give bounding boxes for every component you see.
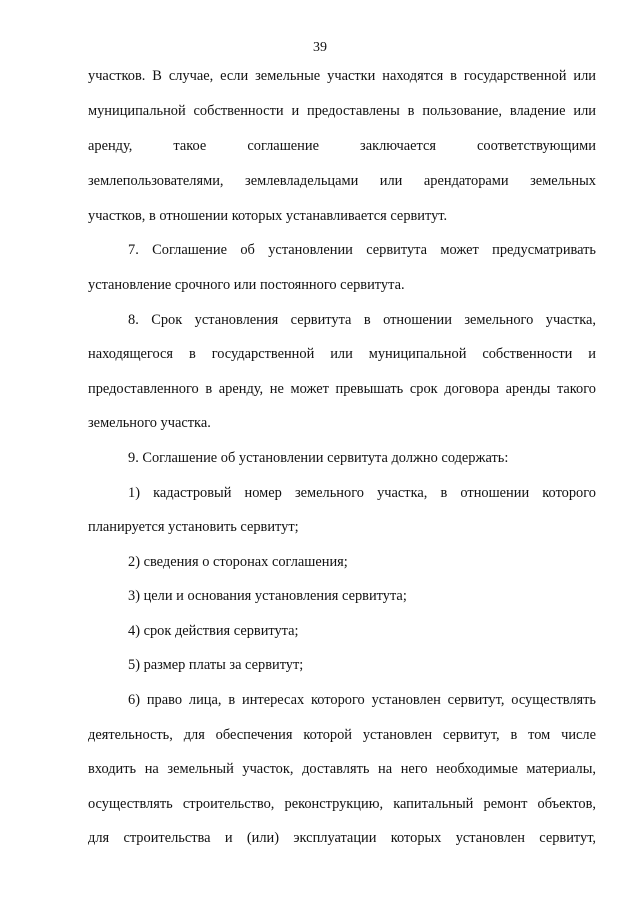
text-line: находящегося в государственной или муниципальной собственности и [88,346,596,362]
text-line: землепользователями, землевладельцами или арендаторами земельных [88,173,596,189]
text-line: осуществлять строительство, реконструкцию, капитальный ремонт объектов, [88,796,596,812]
text-line: 9. Соглашение об установлении сервитута должно содержать: [128,450,509,466]
text-line: участков. В случае, если земельные участки находятся в государственной или [88,68,596,84]
text-line: 5) размер платы за сервитут; [128,657,304,673]
text-line: 6) право лица, в интересах которого установлен сервитут, осуществлять [128,692,596,708]
text-line: аренду, такое соглашение заключается соответствующими [88,138,596,154]
text-line: планируется установить сервитут; [88,519,299,535]
text-line: деятельность, для обеспечения которой установлен сервитут, в том числе [88,727,596,743]
text-line: участков, в отношении которых устанавливается сервитут. [88,208,448,224]
text-line: 1) кадастровый номер земельного участка, в отношении которого [128,485,596,501]
text-line: муниципальной собственности и предоставлены в пользование, владение или [88,103,596,119]
text-line: для строительства и (или) эксплуатации которых установлен сервитут, [88,830,596,846]
text-line: 7. Соглашение об установлении сервитута может предусматривать [128,242,596,258]
text-line: установление срочного или постоянного сервитута. [88,277,405,293]
page-number: 39 [313,40,327,55]
text-line: 3) цели и основания установления сервитута; [128,588,407,604]
text-line: 2) сведения о сторонах соглашения; [128,554,348,570]
text-line: 8. Срок установления сервитута в отношении земельного участка, [128,312,596,328]
text-line: входить на земельный участок, доставлять на него необходимые материалы, [88,761,596,777]
text-line: предоставленного в аренду, не может превышать срок договора аренды такого [88,381,596,397]
text-line: земельного участка. [88,415,211,431]
text-line: 4) срок действия сервитута; [128,623,299,639]
